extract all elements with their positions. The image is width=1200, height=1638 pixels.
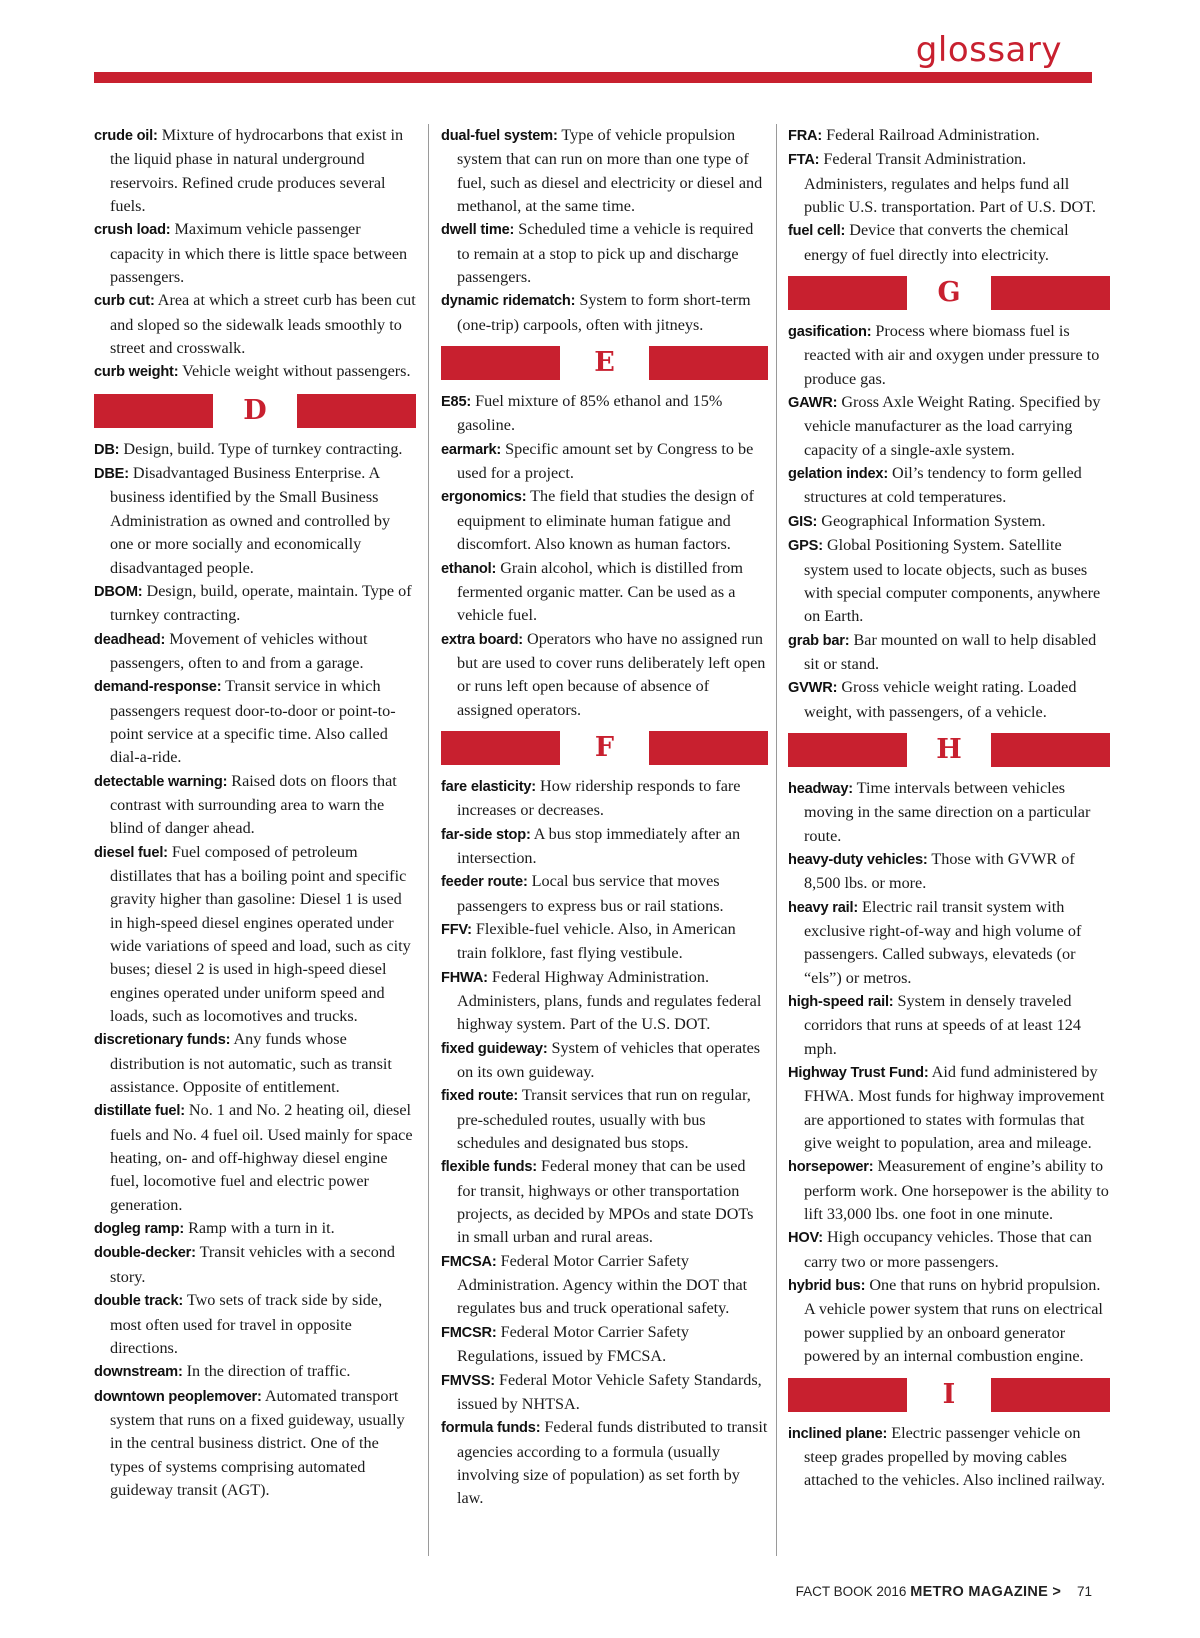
glossary-term: grab bar: bbox=[788, 632, 850, 649]
glossary-term: crude oil: bbox=[94, 128, 158, 144]
glossary-definition: Design, build. Type of turnkey contracting. bbox=[123, 439, 403, 458]
glossary-definition: Mixture of hydrocarbons that exist in the liquid phase in natural underground reservoirs. Refined crude produces several fuels. bbox=[110, 126, 404, 216]
glossary-term: GVWR: bbox=[788, 680, 838, 697]
glossary-entry bbox=[441, 1369, 768, 1417]
glossary-definition: Any funds whose distribution is not automatic, such as transit assistance. Opposite of entitlement. bbox=[110, 1030, 392, 1097]
glossary-definition: Measurement of engine’s ability to perform work. One horsepower is the ability to lift 33,000 lbs. one foot in one minute. bbox=[804, 1157, 1109, 1224]
glossary-term: downstream: bbox=[94, 1364, 183, 1381]
section-letter-divider bbox=[788, 1378, 1110, 1412]
glossary-entry bbox=[788, 1274, 1110, 1368]
glossary-column-3 bbox=[788, 124, 1110, 1493]
glossary-term: FFV: bbox=[441, 921, 472, 938]
glossary-term: dynamic ridematch: bbox=[441, 293, 576, 310]
glossary-entry bbox=[94, 1217, 416, 1241]
glossary-definition: Federal Railroad Administration. bbox=[826, 126, 1040, 144]
glossary-entry bbox=[94, 360, 416, 384]
glossary-entry bbox=[788, 534, 1110, 628]
glossary-entry bbox=[788, 1422, 1110, 1493]
glossary-definition: Two sets of track side by side, most often used for travel in opposite directions. bbox=[110, 1291, 383, 1357]
glossary-entry bbox=[441, 124, 768, 218]
glossary-column-1 bbox=[94, 124, 416, 1502]
glossary-entry bbox=[788, 510, 1110, 534]
glossary-term: flexible funds: bbox=[441, 1159, 537, 1176]
glossary-definition: Federal Transit Administration. Administers, regulates and helps fund all public U.S. transportation. Part of U.S. DOT. bbox=[804, 150, 1096, 217]
glossary-definition: In the direction of traffic. bbox=[186, 1362, 351, 1381]
glossary-term: headway: bbox=[788, 780, 853, 797]
footer-magazine-name: METRO MAGAZINE > bbox=[910, 1584, 1062, 1600]
section-letter-divider bbox=[788, 733, 1110, 767]
glossary-entry bbox=[94, 580, 416, 628]
footer-book-label: FACT BOOK 2016 bbox=[795, 1584, 907, 1599]
glossary-definition: Design, build, operate, maintain. Type of turnkey contracting. bbox=[110, 581, 412, 625]
glossary-definition: System in densely traveled corridors that runs at speeds of at least 124 mph. bbox=[804, 992, 1081, 1058]
glossary-definition: Vehicle weight without passengers. bbox=[182, 362, 411, 381]
column-divider bbox=[428, 124, 429, 1556]
glossary-entry bbox=[94, 1028, 416, 1099]
glossary-entry bbox=[94, 1099, 416, 1217]
glossary-term: DB: bbox=[94, 441, 120, 458]
glossary-definition: Device that converts the chemical energy of fuel directly into electricity. bbox=[804, 221, 1069, 264]
glossary-entry bbox=[441, 775, 768, 823]
glossary-entry bbox=[441, 1250, 768, 1321]
glossary-term: earmark: bbox=[441, 441, 502, 458]
glossary-definition: Federal funds distributed to transit agencies according to a formula (usually involving size of population) as set forth by law. bbox=[457, 1418, 768, 1508]
glossary-definition: Grain alcohol, which is distilled from fermented organic matter. Can be used as a vehicle fuel. bbox=[457, 558, 743, 625]
section-letter-divider bbox=[788, 276, 1110, 310]
glossary-term: horsepower: bbox=[788, 1159, 874, 1176]
glossary-definition: Federal money that can be used for transit, highways or other transportation projects, as decided by MPOs and state DOTs in small urban and rural areas. bbox=[457, 1157, 754, 1247]
glossary-term: dwell time: bbox=[441, 222, 515, 239]
glossary-definition: A bus stop immediately after an intersection. bbox=[457, 824, 741, 867]
glossary-term: fixed route: bbox=[441, 1088, 519, 1105]
glossary-entry bbox=[441, 438, 768, 486]
glossary-term: Highway Trust Fund: bbox=[788, 1065, 929, 1082]
glossary-entry bbox=[94, 289, 416, 360]
glossary-definition: Fuel mixture of 85% ethanol and 15% gasoline. bbox=[457, 392, 723, 435]
glossary-definition: Operators who have no assigned run but are used to cover runs deliberately left open or runs left open because of absence of assigned operators. bbox=[457, 629, 766, 719]
glossary-term: GPS: bbox=[788, 538, 823, 555]
glossary-definition: Gross vehicle weight rating. Loaded weight, with passengers, of a vehicle. bbox=[804, 678, 1077, 721]
glossary-term: GAWR: bbox=[788, 395, 838, 412]
glossary-term: FMVSS: bbox=[441, 1372, 495, 1389]
section-letter: F bbox=[594, 731, 615, 763]
glossary-term: FRA: bbox=[788, 128, 823, 144]
glossary-definition: The field that studies the design of equipment to eliminate human fatigue and discomfort. Also known as human factors. bbox=[457, 487, 755, 554]
glossary-definition: One that runs on hybrid propulsion. A vehicle power system that runs on electrical power supplied by an onboard generator powered by an internal combustion engine. bbox=[804, 1276, 1103, 1366]
section-letter-divider bbox=[94, 394, 416, 428]
glossary-definition: Scheduled time a vehicle is required to remain at a stop to pick up and discharge passengers. bbox=[457, 220, 754, 287]
glossary-definition: Area at which a street curb has been cut and sloped so the sidewalk leads smoothly to street and crosswalk. bbox=[110, 291, 416, 358]
glossary-term: ethanol: bbox=[441, 560, 497, 577]
glossary-definition: Ramp with a turn in it. bbox=[188, 1219, 335, 1238]
glossary-entry bbox=[788, 777, 1110, 848]
glossary-definition: No. 1 and No. 2 heating oil, diesel fuels and No. 4 fuel oil. Used mainly for space heating, on- and off-highway diesel engine fuel, locomotive fuel and electric power generation. bbox=[110, 1101, 413, 1214]
glossary-definition: Federal Motor Carrier Safety Administration. Agency within the DOT that regulates bus and truck operational safety. bbox=[457, 1251, 748, 1318]
glossary-entry bbox=[788, 148, 1110, 219]
glossary-definition: Global Positioning System. Satellite system used to locate objects, such as buses with special computer components, anywhere on Earth. bbox=[804, 536, 1101, 626]
glossary-term: dogleg ramp: bbox=[94, 1221, 185, 1238]
glossary-entry bbox=[441, 628, 768, 722]
glossary-definition: How ridership responds to fare increases or decreases. bbox=[457, 776, 741, 820]
glossary-term: HOV: bbox=[788, 1230, 823, 1247]
glossary-entry bbox=[94, 1360, 416, 1384]
glossary-definition: Transit service in which passengers request door-to-door or point-to-point service at a specific time. Also called dial-a-ride. bbox=[110, 677, 396, 767]
glossary-term: gasification: bbox=[788, 324, 872, 341]
glossary-entry bbox=[788, 391, 1110, 462]
glossary-term: formula funds: bbox=[441, 1420, 541, 1437]
glossary-definition: Federal Motor Carrier Safety Regulations, issued by FMCSA. bbox=[457, 1322, 689, 1366]
glossary-definition: Transit services that run on regular, pre-scheduled routes, usually with bus schedules and designated bus stops. bbox=[457, 1086, 751, 1153]
glossary-entry bbox=[94, 1241, 416, 1289]
glossary-definition: Raised dots on floors that contrast with surrounding area to warn the blind of danger ahead. bbox=[110, 771, 397, 838]
glossary-term: diesel fuel: bbox=[94, 844, 168, 861]
glossary-term: DBOM: bbox=[94, 583, 143, 600]
glossary-definition: Transit vehicles with a second story. bbox=[110, 1243, 395, 1286]
glossary-entry bbox=[441, 289, 768, 337]
section-letter: E bbox=[594, 347, 615, 379]
glossary-entry bbox=[94, 438, 416, 462]
glossary-term: FHWA: bbox=[441, 969, 488, 986]
glossary-term: inclined plane: bbox=[788, 1425, 888, 1442]
glossary-term: heavy-duty vehicles: bbox=[788, 851, 928, 868]
glossary-term: extra board: bbox=[441, 631, 523, 648]
glossary-definition: Federal Motor Vehicle Safety Standards, issued by NHTSA. bbox=[457, 1370, 762, 1413]
glossary-entry bbox=[788, 896, 1110, 990]
glossary-definition: Oil’s tendency to form gelled structures at cold temperatures. bbox=[804, 464, 1082, 507]
glossary-term: fixed guideway: bbox=[441, 1040, 548, 1057]
glossary-term: curb weight: bbox=[94, 364, 179, 381]
glossary-term: FMCSR: bbox=[441, 1324, 497, 1341]
page-footer bbox=[796, 1584, 1092, 1600]
glossary-term: dual-fuel system: bbox=[441, 128, 558, 144]
glossary-definition: System of vehicles that operates on its own guideway. bbox=[457, 1038, 761, 1082]
column-divider bbox=[776, 124, 777, 1556]
glossary-definition: Specific amount set by Congress to be used for a project. bbox=[457, 439, 754, 483]
glossary-term: FMCSA: bbox=[441, 1253, 497, 1270]
glossary-term: hybrid bus: bbox=[788, 1278, 866, 1295]
glossary-entry bbox=[788, 676, 1110, 724]
glossary-term: downtown peoplemover: bbox=[94, 1388, 262, 1405]
glossary-definition: Disadvantaged Business Enterprise. A business identified by the Small Business Administration as owned and controlled by one or more socially and economically disadvantaged people. bbox=[110, 464, 391, 577]
glossary-term: curb cut: bbox=[94, 293, 155, 310]
glossary-entry bbox=[441, 966, 768, 1037]
glossary-definition: Electric passenger vehicle on steep grades propelled by moving cables attached to the vehicles. Also inclined railway. bbox=[804, 1423, 1106, 1490]
glossary-definition: Fuel composed of petroleum distillates that has a boiling point and specific gravity higher than gasoline: Diesel 1 is used in high-speed diesel engines operated under wide variations of speed and load, such as city buses; diesel 2 is used in high-speed diesel engines operated under uniform speed and loads, such as locomotives and trucks. bbox=[110, 842, 411, 1026]
glossary-entry bbox=[94, 462, 416, 580]
glossary-definition: Geographical Information System. bbox=[821, 511, 1046, 530]
glossary-entry bbox=[788, 1226, 1110, 1274]
glossary-term: DBE: bbox=[94, 466, 129, 483]
glossary-definition: System to form short-term (one-trip) carpools, often with jitneys. bbox=[457, 291, 751, 334]
section-letter: H bbox=[936, 733, 962, 765]
glossary-term: deadhead: bbox=[94, 631, 166, 648]
glossary-term: gelation index: bbox=[788, 466, 888, 483]
glossary-entry bbox=[94, 628, 416, 676]
glossary-entry bbox=[788, 629, 1110, 677]
glossary-entry bbox=[94, 841, 416, 1029]
glossary-column-2 bbox=[441, 124, 768, 1511]
glossary-entry bbox=[788, 990, 1110, 1061]
glossary-term: distillate fuel: bbox=[94, 1103, 185, 1120]
glossary-entry bbox=[94, 124, 416, 218]
glossary-entry bbox=[441, 823, 768, 871]
glossary-definition: Those with GVWR of 8,500 lbs. or more. bbox=[804, 849, 1075, 893]
glossary-entry bbox=[788, 462, 1110, 510]
glossary-term: discretionary funds: bbox=[94, 1032, 231, 1049]
section-letter: I bbox=[942, 1378, 956, 1410]
glossary-term: ergonomics: bbox=[441, 489, 527, 506]
glossary-term: fuel cell: bbox=[788, 223, 846, 240]
glossary-definition: Time intervals between vehicles moving in the same direction on a particular route. bbox=[804, 778, 1091, 845]
glossary-term: FTA: bbox=[788, 152, 820, 169]
glossary-entry bbox=[94, 770, 416, 841]
glossary-term: high-speed rail: bbox=[788, 994, 894, 1010]
glossary-entry bbox=[441, 1416, 768, 1510]
section-letter: D bbox=[243, 394, 267, 426]
glossary-entry bbox=[441, 870, 768, 918]
glossary-entry bbox=[441, 218, 768, 289]
glossary-term: far-side stop: bbox=[441, 826, 531, 843]
glossary-definition: Maximum vehicle passenger capacity in which there is little space between passengers. bbox=[110, 220, 408, 287]
glossary-term: heavy rail: bbox=[788, 899, 858, 916]
glossary-entry bbox=[441, 1321, 768, 1369]
glossary-definition: High occupancy vehicles. Those that can carry two or more passengers. bbox=[804, 1228, 1092, 1271]
glossary-definition: Local bus service that moves passengers to express bus or rail stations. bbox=[457, 872, 724, 915]
glossary-definition: Federal Highway Administration. Administers, plans, funds and regulates federal highway system. Part of the U.S. DOT. bbox=[457, 967, 762, 1034]
glossary-definition: Gross Axle Weight Rating. Specified by vehicle manufacturer as the load carrying capacity of a single-axle system. bbox=[804, 393, 1101, 459]
glossary-entry bbox=[441, 918, 768, 966]
glossary-term: feeder route: bbox=[441, 874, 528, 891]
glossary-entry bbox=[788, 124, 1110, 148]
glossary-definition: Flexible-fuel vehicle. Also, in American train folklore, fast flying vestibule. bbox=[457, 919, 736, 963]
page-title: glossary bbox=[915, 30, 1062, 70]
glossary-definition: Type of vehicle propulsion system that can run on more than one type of fuel, such as diesel and electricity or diesel and methanol, at the same time. bbox=[457, 126, 763, 216]
glossary-term: fare elasticity: bbox=[441, 778, 536, 795]
glossary-definition: Electric rail transit system with exclusive right-of-way and high volume of passengers. Called subways, elevateds (or “els”) or metros. bbox=[804, 897, 1082, 987]
header-rule bbox=[94, 72, 1092, 83]
glossary-entry bbox=[94, 675, 416, 769]
glossary-entry bbox=[441, 1084, 768, 1155]
glossary-entry bbox=[441, 1037, 768, 1085]
glossary-term: crush load: bbox=[94, 222, 171, 239]
glossary-entry bbox=[788, 1061, 1110, 1155]
section-letter-divider bbox=[441, 731, 768, 765]
glossary-entry bbox=[788, 848, 1110, 896]
glossary-entry bbox=[788, 320, 1110, 391]
page-number: 71 bbox=[1076, 1584, 1092, 1599]
glossary-term: double track: bbox=[94, 1293, 184, 1310]
glossary-definition: Process where biomass fuel is reacted with air and oxygen under pressure to produce gas. bbox=[804, 322, 1100, 388]
glossary-term: GIS: bbox=[788, 513, 818, 530]
glossary-entry bbox=[441, 485, 768, 556]
glossary-term: double-decker: bbox=[94, 1245, 196, 1262]
glossary-term: E85: bbox=[441, 394, 472, 411]
glossary-definition: Aid fund administered by FHWA. Most funds for highway improvement are apportioned to states with formulas that give weight to population, area and mileage. bbox=[804, 1063, 1105, 1153]
glossary-entry bbox=[441, 557, 768, 628]
glossary-definition: Automated transport system that runs on a fixed guideway, usually in the central business district. One of the types of systems comprising automated guideway transit (AGT). bbox=[110, 1386, 405, 1499]
glossary-entry bbox=[788, 1155, 1110, 1226]
glossary-entry bbox=[788, 219, 1110, 267]
glossary-entry bbox=[94, 1385, 416, 1503]
section-letter: G bbox=[937, 277, 961, 309]
glossary-entry bbox=[94, 218, 416, 289]
glossary-term: demand-response: bbox=[94, 679, 222, 696]
glossary-definition: Movement of vehicles without passengers, often to and from a garage. bbox=[110, 629, 368, 672]
glossary-entry bbox=[94, 1289, 416, 1360]
glossary-entry bbox=[441, 1155, 768, 1249]
glossary-definition: Bar mounted on wall to help disabled sit or stand. bbox=[804, 630, 1097, 673]
section-letter-divider bbox=[441, 346, 768, 380]
glossary-term: detectable warning: bbox=[94, 773, 228, 790]
glossary-entry bbox=[441, 390, 768, 438]
